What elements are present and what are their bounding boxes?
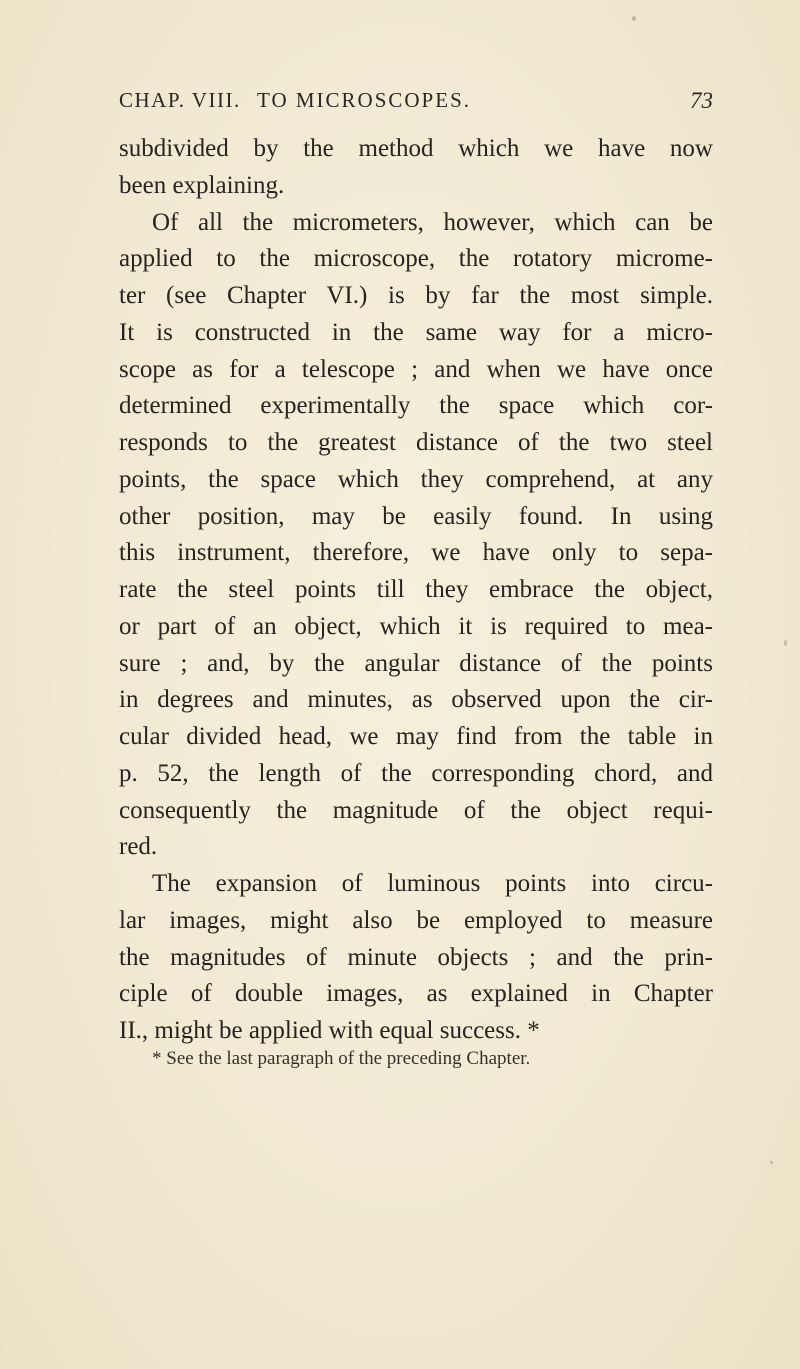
running-head [119, 88, 713, 122]
text-line: subdivided by the method which we have now [119, 135, 713, 162]
text-line: scope as for a telescope ; and when we have once [119, 355, 713, 383]
paper-speck [388, 700, 390, 702]
chapter-label: CHAP. VIII. [119, 88, 241, 112]
text-line: The expansion of luminous points into circu- [152, 870, 713, 897]
paper-speck [770, 1161, 773, 1164]
text-line: or part of an object, which it is required to mea- [119, 612, 713, 640]
text-line: II., might be applied with equal success. * [119, 1017, 540, 1044]
text-line: It is constructed in the same way for a micro- [119, 318, 713, 346]
text-line: been explaining. [119, 171, 285, 199]
text-line: sure ; and, by the angular distance of the points [119, 649, 713, 677]
text-line: ter (see Chapter VI.) is by far the most simple. [119, 282, 713, 309]
paper-speck [632, 16, 636, 21]
text-line: the magnitudes of minute objects ; and the prin- [119, 943, 713, 971]
footnote: * See the last paragraph of the preceding Chapter. [152, 1048, 531, 1069]
text-line: points, the space which they comprehend, at any [119, 465, 713, 493]
text-line: applied to the microscope, the rotatory microme- [119, 245, 713, 273]
text-line: red. [119, 833, 158, 861]
text-line: this instrument, therefore, we have only to sepa- [119, 539, 713, 567]
text-line: lar images, might also be employed to measure [119, 906, 713, 934]
text-line: Of all the micrometers, however, which can be [152, 208, 713, 236]
text-line: in degrees and minutes, as observed upon the cir- [119, 686, 713, 714]
text-line: responds to the greatest distance of the two steel [119, 429, 713, 456]
text-line: ciple of double images, as explained in Chapter [119, 980, 713, 1008]
page-number: 73 [690, 88, 713, 113]
paper-speck [784, 640, 787, 646]
text-line: determined experimentally the space which cor- [119, 392, 713, 420]
text-line: rate the steel points till they embrace the object, [119, 576, 713, 603]
text-line: p. 52, the length of the corresponding chord, and [119, 759, 713, 787]
body-text [119, 131, 713, 1050]
text-line: cular divided head, we may find from the table in [119, 723, 713, 750]
text-line: other position, may be easily found. In using [119, 502, 713, 530]
text-line: consequently the magnitude of the object requi- [119, 796, 713, 824]
running-title: TO MICROSCOPES. [257, 88, 471, 112]
